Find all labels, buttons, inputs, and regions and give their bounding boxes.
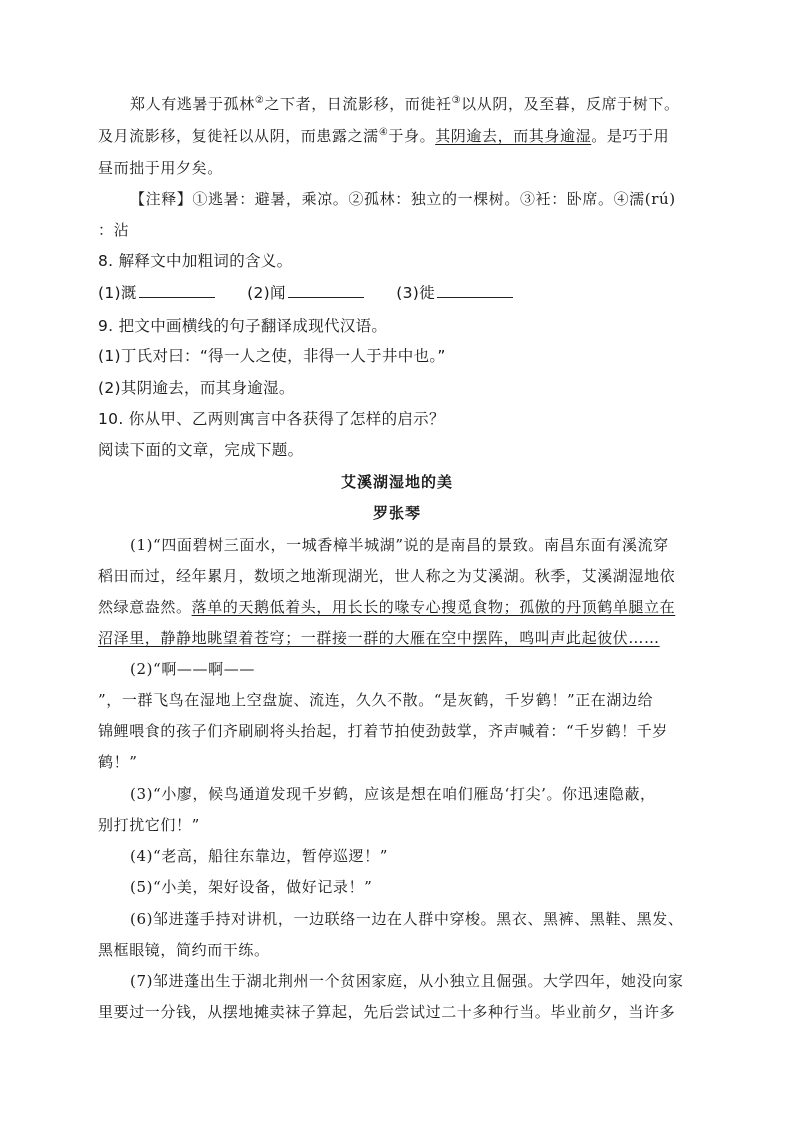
question-10: 10. 你从甲、乙两则寓言中各获得了怎样的启示？ <box>98 410 445 428</box>
paragraph-6-line-1: (6)邹进蓬手持对讲机，一边联络一边在人群中穿梭。黑衣、黑裤、黑鞋、黑发、 <box>130 910 684 928</box>
paragraph-1-line-3: 然绿意盎然。落单的天鹅低着头，用长长的喙专心搜觅食物；孤傲的丹顶鹤单腿立在 <box>98 598 676 616</box>
underlined-sentence: 其阴逾去，而其身逾湿 <box>435 127 592 145</box>
reading-instruction: 阅读下面的文章，完成下题。 <box>98 441 304 459</box>
paragraph-1-line-1: (1)“四面碧树三面水，一城香樟半城湖”说的是南昌的景致。南昌东面有溪流穿 <box>130 536 669 554</box>
paragraph-3-line-1: (3)“小廖，候鸟通道发现千岁鹤，应该是想在咱们雁岛‘打尖’。你迅速隐蔽， <box>130 785 656 803</box>
paragraph-7-line-1: (7)邹进蓬出生于湖北荆州一个贫困家庭，从小独立且倔强。大学四年，她没向家 <box>130 972 684 990</box>
paragraph-3-line-2: 别打扰它们！” <box>98 816 200 834</box>
answer-blank-3[interactable] <box>437 283 513 298</box>
passage-line-2: 及月流影移，复徙衽以从阴，而患露之濡④于身。其阴逾去，而其身逾湿。是巧于用 <box>98 127 670 145</box>
question-9-item-1: (1)丁氏对曰：“得一人之使，非得一人于井中也。” <box>98 347 446 365</box>
paragraph-2-line-3: 锦鲤喂食的孩子们齐刷刷将头抬起，打着节拍使劲鼓掌，齐声喊着：“千岁鹤！千岁 <box>98 722 668 740</box>
article-title: 艾溪湖湿地的美 <box>340 473 453 491</box>
paragraph-2-line-2: ”，一群飞鸟在湿地上空盘旋、流连，久久不散。“是灰鹤，千岁鹤！”正在湖边给 <box>98 691 654 709</box>
paragraph-7-line-2: 里要过一分钱，从摆地摊卖袜子算起，先后尝试过二十多种行当。毕业前夕，当许多 <box>98 1003 676 1021</box>
annotation-note: 【注释】①逃暑：避暑，乘凉。②孤林：独立的一棵树。③衽：卧席。④濡(rú) <box>130 190 676 208</box>
question-9-item-2: (2)其阴逾去，而其身逾湿。 <box>98 379 295 397</box>
question-8: 8. 解释文中加粗词的含义。 <box>98 252 293 270</box>
underlined-passage: 落单的天鹅低着头，用长长的喙专心搜觅食物；孤傲的丹顶鹤单腿立在 <box>191 598 676 616</box>
paragraph-1-line-4: 沼泽里，静静地眺望着苍穹；一群接一群的大雁在空中摆阵，鸣叫声此起彼伏…… <box>98 629 660 647</box>
passage-line-3: 昼而拙于用夕矣。 <box>98 159 223 177</box>
answer-blank-2[interactable] <box>288 283 364 298</box>
passage-line-1: 郑人有逃暑于孤林②之下者，日流影移，而徙衽③以从阴，及至暮，反席于树下。 <box>130 95 680 113</box>
answer-blank-1[interactable] <box>139 283 215 298</box>
paragraph-6-line-2: 黑框眼镜，简约而干练。 <box>98 941 270 959</box>
paragraph-4: (4)“老高，船往东靠边，暂停巡逻！” <box>130 847 388 865</box>
question-8-items: (1)溉 (2)闻 (3)徙 <box>98 283 513 303</box>
question-9: 9. 把文中画横线的句子翻译成现代汉语。 <box>98 317 388 335</box>
paragraph-1-line-2: 稻田而过，经年累月，数顷之地渐现湖光，世人称之为艾溪湖。秋季，艾溪湖湿地依 <box>98 567 676 585</box>
paragraph-2-line-4: 鹤！” <box>98 753 138 771</box>
article-author: 罗张琴 <box>372 504 421 522</box>
paragraph-5: (5)“小美，架好设备，做好记录！” <box>130 878 373 896</box>
paragraph-2-line-1: (2)“啊——啊—— <box>130 660 255 678</box>
annotation-note-cont: ：沾 <box>98 221 130 239</box>
